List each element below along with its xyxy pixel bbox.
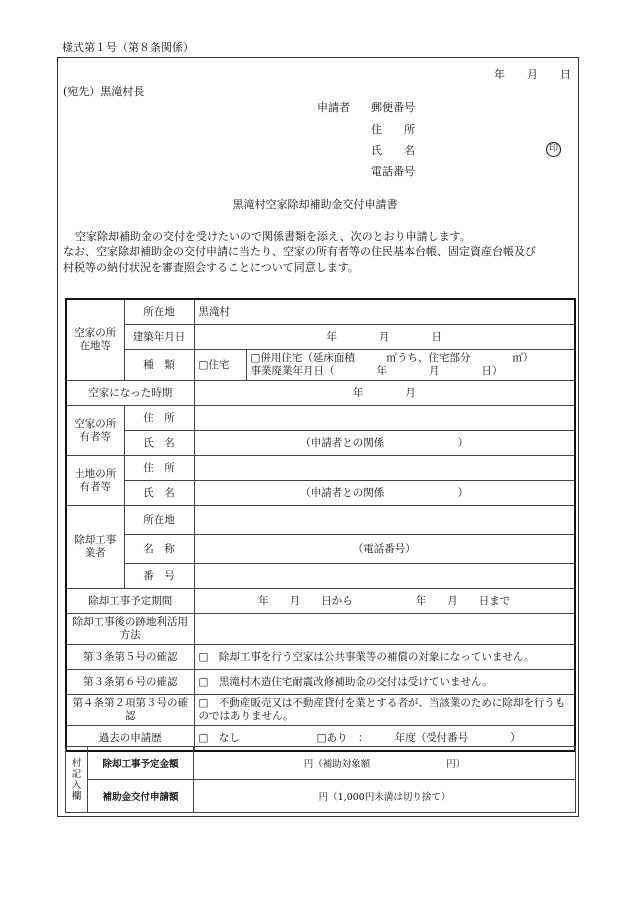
contractor-number-label: 番 号 — [124, 564, 194, 589]
check6-label: 第３条第６号の確認 — [66, 670, 194, 695]
body-line-3: 村税等の納付状況を審査照会することについて同意します。 — [63, 261, 359, 274]
land-owner-group-label: 土地の所有者等 — [66, 456, 124, 506]
grant-value: 円（1,000円未満は切り捨て） — [194, 780, 576, 813]
check4-checkbox[interactable]: □ 不動産販売又は不動産貸付を業とする者が、当該業のために除却を行うものではありません。 — [194, 695, 575, 726]
applicant-phone-label: 電話番号 — [371, 165, 415, 178]
owner-address-field[interactable] — [194, 406, 575, 431]
seal-mark: 印 — [546, 142, 561, 157]
office-use-vertical-label: 村記入欄 — [66, 747, 88, 813]
check6-checkbox[interactable]: □ 黒滝村木造住宅耐震改修補助金の交付は受けていません。 — [194, 670, 575, 695]
contractor-name-label: 名 称 — [124, 535, 194, 564]
land-use-field[interactable] — [194, 614, 575, 645]
period-value[interactable]: 年 月 日から 年 月 日まで — [194, 589, 575, 614]
contractor-location-field[interactable] — [194, 506, 575, 535]
owner-address-label: 住 所 — [124, 406, 194, 431]
contractor-group-label: 除却工事業者 — [66, 506, 124, 589]
applicant-heading: 申請者 — [317, 101, 350, 114]
vacant-since-label: 空家になった時期 — [66, 381, 194, 406]
applicant-address-label: 住 所 — [371, 123, 415, 136]
cost-label: 除却工事予定金額 — [88, 747, 194, 780]
date-line: 年 月 日 — [494, 68, 571, 81]
type-mixed-line2: 事業廃業年月日（ 年 月 日） — [250, 365, 503, 377]
addressee: (宛先）黒滝村長 — [63, 85, 145, 98]
contractor-number-field[interactable] — [194, 564, 575, 589]
type-mixed-checkbox[interactable] — [246, 350, 575, 381]
land-address-field[interactable] — [194, 456, 575, 481]
body-line-2: なお、空家除却補助金の交付申請に当たり、空家の所有者等の住民基本台帳、固定資産台帳及び — [63, 245, 536, 258]
application-table — [65, 298, 576, 752]
owner-relation-field[interactable]: （申請者との関係 ） — [194, 431, 575, 456]
type-label: 種 類 — [124, 350, 194, 381]
vacant-since-value: 年 月 — [194, 381, 575, 406]
built-date-value: 年 月 日 — [194, 325, 575, 350]
location-value: 黒滝村 — [194, 299, 575, 325]
owner-name-label: 氏 名 — [124, 431, 194, 456]
check4-label: 第４条第２項第３号の確認 — [66, 695, 194, 726]
grant-label: 補助金交付申請額 — [88, 780, 194, 813]
document-title: 黒滝村空家除却補助金交付申請書 — [232, 198, 398, 211]
contractor-phone-field[interactable]: （電話番号） — [194, 535, 575, 564]
location-group-label: 空家の所在地等 — [66, 299, 124, 381]
land-use-label: 除却工事後の跡地利活用方法 — [66, 614, 194, 645]
land-name-label: 氏 名 — [124, 481, 194, 506]
land-address-label: 住 所 — [124, 456, 194, 481]
office-use-table — [65, 746, 576, 813]
type-mixed-line1: □併用住宅（延床面積 ㎡うち、住宅部分 ㎡） — [250, 352, 534, 364]
form-label: 様式第１号（第８条関係） — [62, 41, 194, 54]
history-label: 過去の申請歴 — [66, 726, 194, 752]
check5-label: 第３条第５号の確認 — [66, 645, 194, 670]
applicant-name-label: 氏 名 — [371, 144, 415, 157]
built-date-label: 建築年月日 — [124, 325, 194, 350]
period-label: 除却工事予定期間 — [66, 589, 194, 614]
body-line-1: 空家除却補助金の交付を受けたいので関係書類を添え、次のとおり申請します。 — [75, 230, 471, 243]
history-none-checkbox[interactable]: □ なし — [198, 731, 240, 744]
applicant-postal-label: 郵便番号 — [371, 101, 415, 114]
type-house-checkbox[interactable]: □住宅 — [194, 350, 246, 381]
owner-group-label: 空家の所有者等 — [66, 406, 124, 456]
check5-checkbox[interactable]: □ 除却工事を行う空家は公共事業等の補償の対象になっていません。 — [194, 645, 575, 670]
history-yes-checkbox[interactable]: □あり ： 年度（受付番号 ） — [316, 731, 521, 744]
cost-value: 円（補助対象額 円） — [194, 747, 576, 780]
land-relation-field[interactable]: （申請者との関係 ） — [194, 481, 575, 506]
contractor-location-label: 所在地 — [124, 506, 194, 535]
location-label: 所在地 — [124, 299, 194, 325]
